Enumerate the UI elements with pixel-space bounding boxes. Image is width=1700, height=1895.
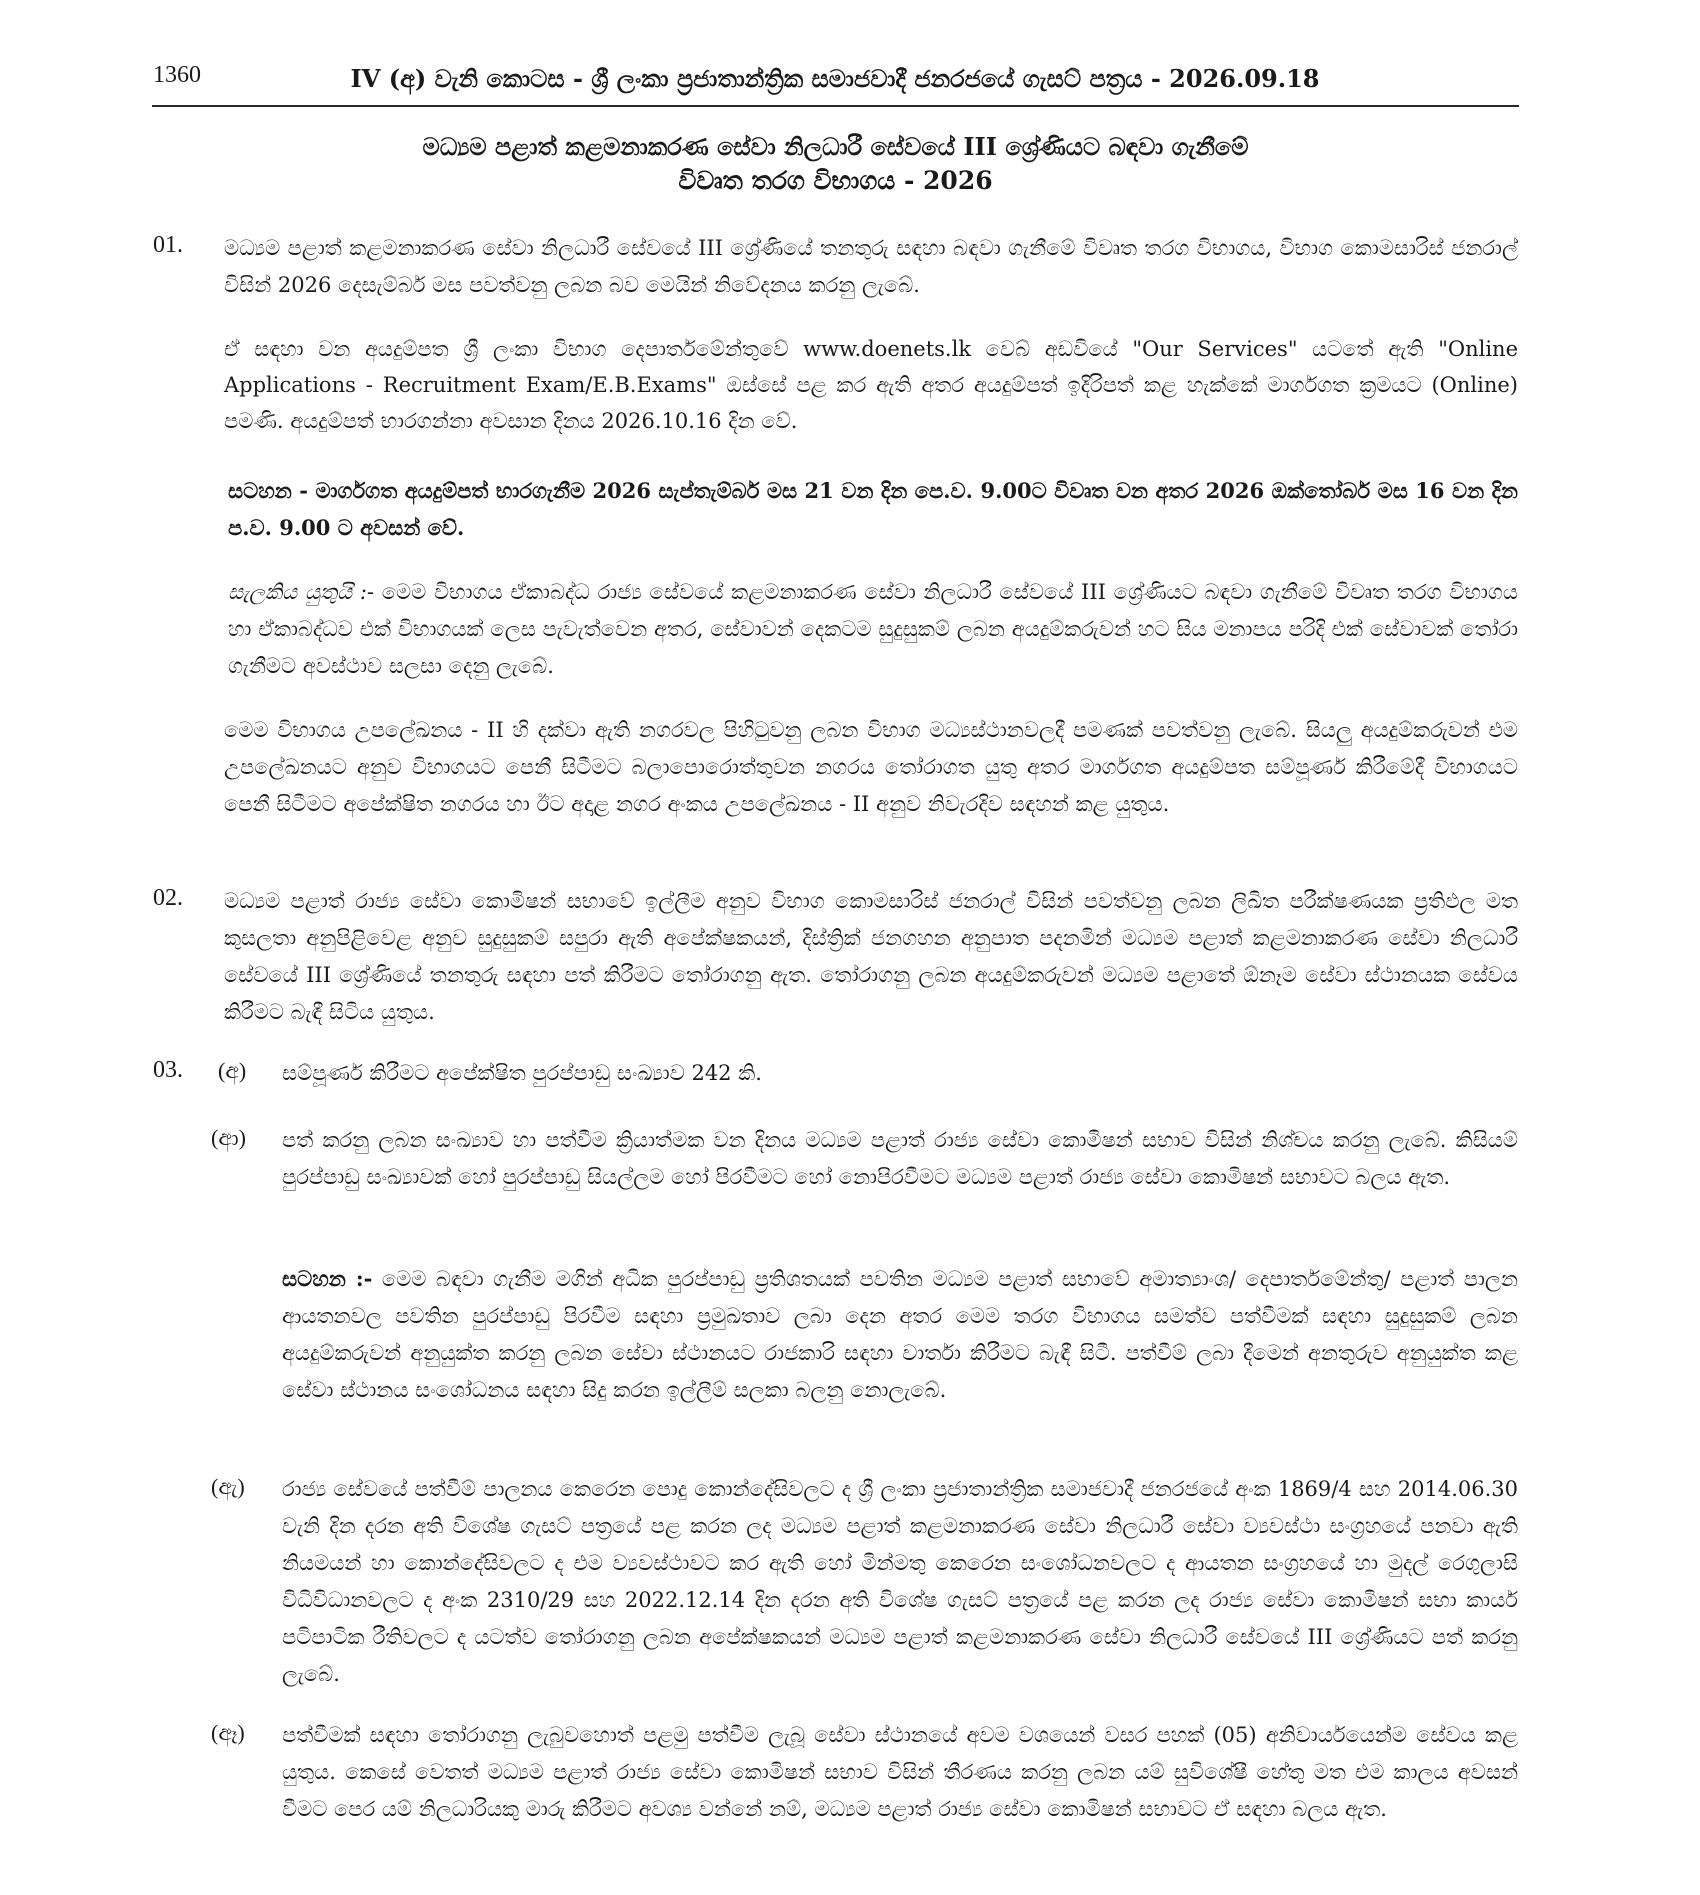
section-02-paragraph: මධ්‍යම පළාත් රාජ්‍ය සේවා කොමිෂන් සභාවේ ඉල්ලීම අනුව විභාග කොමසාරිස් ජනරාල් විසින් පවත්වනු ලබන ලිඛිත පරීක්ෂණයක ප්‍රතිඵල මත කුසලතා අනුපිළිවෙළ අනුව සුදුසුකම් සපුරා ඇති අපේක්ෂකයන්, දිස්ත්‍රික් ජනගහන අනුපාත පදනමින් මධ්‍යම පළාත් කළමනාකරණ සේවා නිලධාරී සේවයේ III ශ්‍රේණියේ තනතුරු සඳහා පත් කිරීමට තෝරාගනු ඇත. තෝරාගනු ලබන අයදුම්කරුවන් මධ්‍යම පළාතේ ඕනෑම සේවා ස්ථානයක සේවය කිරීමට බැඳී සිටිය යුතුය. [224,889,1518,1024]
notice-title-line2: විවෘත තරග විභාගය - 2026 [678,166,993,195]
note-text: මාර්ගගත අයදුම්පත් භාරගැනීම 2026 සැප්තැම්බර් මස 21 වන දින පෙ.ව. 9.00ට විවෘත වන අතර 2026 ඔක්තෝබර් මස 16 වන දින ප.ව. 9.00 ට අවසන් වේ. [228,478,1518,540]
section-number-03: 03. [153,1057,183,1083]
section-01-paragraph-3: මෙම විභාගය උපලේඛනය - II හි දක්වා ඇති නගරවල පිහිටුවනු ලබන විභාග මධ්‍යස්ථානවලදී පමණක් පවත්වනු ලැබේ. සියලු අයදුම්කරුවන් එම උපලේඛනයට අනුව විභාගයට පෙනී සිටීමට බලාපොරොත්තුවන නගරය තෝරාගත යුතු අතර මාර්ගගත අයදුම්පත සම්පූර්ණ කිරීමේදී විභාගයට පෙනී සිටීමට අපේක්ෂිත නගරය හා ඊට අදාළ නගර අංකය උපලේඛනය - II අනුව නිවැරදිව සඳහන් කළ යුතුය. [224,718,1518,816]
item-ae-label: (ඇ) [211,1474,245,1499]
item-a-label: (අ) [218,1058,247,1083]
item-aa-note-text: මෙම බඳවා ගැනීම මගින් අධික පුරප්පාඩු ප්‍රතිශතයක් පවතින මධ්‍යම පළාත් සභාවේ අමාත්‍යාංශ/ දෙපාර්තමේන්තු/ පළාත් පාලන ආයතනවල පවතින පුරප්පාඩු පිරවීම සඳහා ප්‍රමුඛතාව ලබා දෙන අතර මෙම තරග විභාගය සමත්ව පත්වීමක් සඳහා සුදුසුකම් ලබන අයදුම්කරුවන් අනුයුක්ත කරනු ලබන සේවා ස්ථානයට රාජකාරි සඳහා වාර්තා කිරීමට බැඳී සිටී. පත්වීම් ලබා දීමෙන් අනතුරුව අනුයුක්ත කළ සේවා ස්ථානය සංශෝධනය සඳහා සිදු කරන ඉල්ලීම් සලකා බලනු නොලැබේ. [282,1267,1518,1402]
item-ae-text: රාජ්‍ය සේවයේ පත්වීම් පාලනය කෙරෙන පොදු කොන්දේසිවලට ද ශ්‍රී ලංකා ප්‍රජාතාන්ත්‍රික සමාජවාදී ජනරජයේ අංක 1869/4 සහ 2014.06.30 වැනි දින දරන අති විශේෂ ගැසට් පත්‍රයේ පළ කරන ලද මධ්‍යම පළාත් කළමනාකරණ සේවා නිලධාරී සේවා ව්‍යවස්ථා සංග්‍රහයේ පනවා ඇති නියමයන් හා කොන්දේසිවලට ද එම ව්‍යවස්ථාවට කර ඇති හෝ මින්මතු කෙරෙන සංශෝධනවලට ද ආයතන සංග්‍රහයේ හා මුදල් රෙගුලාසි විධිවිධානවලට ද අංක 2310/29 සහ 2022.12.14 දින දරන අති විශේෂ ගැසට් පත්‍රයේ පළ කරන ලද රාජ්‍ය සේවා කොමිෂන් සභා කාර්ය පටිපාටික රීතිවලට ද යටත්ව තෝරාගනු ලබන අපේක්ෂකයන් මධ්‍යම පළාත් කළමනාකරණ සේවා නිලධාරී සේවයේ III ශ්‍රේණියට පත් කරනු ලැබේ. [282,1477,1518,1686]
item-aee-text: පත්වීමක් සඳහා තෝරාගනු ලැබුවහොත් පළමු පත්වීම ලැබූ සේවා ස්ථානයේ අවම වශයෙන් වසර පහක් (05) අනිවාර්යයෙන්ම සේවය කළ යුතුය. කෙසේ වෙතත් මධ්‍යම පළාත් රාජ්‍ය සේවා කොමිෂන් සභාව විසින් තීරණය කරනු ලබන යම් සුවිශේෂී හේතු මත එම කාලය අවසන් වීමට පෙර යම් නිලධාරියකු මාරු කිරීමට අවශ්‍ය වන්නේ නම්, මධ්‍යම පළාත් රාජ්‍ය සේවා කොමිෂන් සභාවට ඒ සඳහා බලය ඇත. [282,1723,1518,1821]
section-01-attention [228,574,1518,685]
notice-title-line1: මධ්‍යම පළාත් කළමනාකරණ සේවා නිලධාරී සේවයේ III ශ්‍රේණියට බඳවා ගැනීමේ [422,132,1249,161]
item-aee-label: (ඈ) [211,1720,245,1745]
item-aa-text: පත් කරනු ලබන සංඛ්‍යාව හා පත්වීම ක්‍රියාත්මක වන දිනය මධ්‍යම පළාත් රාජ්‍ය සේවා කොමිෂන් සභාව විසින් නිශ්චය කරනු ලැබේ. කිසියම් පුරප්පාඩු සංඛ්‍යාවක් හෝ පුරප්පාඩු සියල්ලම හෝ පිරවීමට හෝ නොපිරවීමට මධ්‍යම පළාත් රාජ්‍ය සේවා කොමිෂන් සභාවට බලය ඇත. [282,1128,1518,1189]
section-number-01: 01. [153,232,183,258]
item-aa-note [282,1260,1518,1409]
attention-text: මෙම විභාගය ඒකාබද්ධ රාජ්‍ය සේවයේ කළමනාකරණ සේවා නිලධාරී සේවයේ III ශ්‍රේණියට බඳවා ගැනීමේ විවෘත තරග විභාගය හා ඒකාබද්ධව එක් විභාගයක් ලෙස පැවැත්වෙන අතර, සේවාවන් දෙකටම සුදුසුකම් ලබන අයදුම්කරුවන් හට සිය මනාපය පරිදි එක් සේවාවක් තෝරා ගැනීමට අවස්ථාව සලසා දෙනු ලැබේ. [228,580,1518,678]
item-aa-label: (ආ) [211,1125,246,1150]
section-number-02: 02. [153,885,183,911]
gazette-header: IV (අ) වැනි කොටස - ශ්‍රී ලංකා ප්‍රජාතාන්ත්‍රික සමාජවාදී ජනරජයේ ගැසට් පත්‍රය - 2026.09.18 [350,64,1320,93]
section-01-paragraph-2: ඒ සඳහා වන අයදුම්පත ශ්‍රී ලංකා විභාග දෙපාර්තමේන්තුවේ www.doenets.lk වෙබ් අඩවියේ "Our Services" යටතේ ඇති "Online Applications - Recruitment Exam/E.B.Exams" ඔස්සේ පළ කර ඇති අතර අයදුම්පත් ඉදිරිපත් කළ හැක්කේ මාර්ගගත ක්‍රමයට (Online) පමණි. අයදුම්පත් භාරගන්නා අවසාන දිනය 2026.10.16 දින වේ. [224,337,1518,433]
section-01-paragraph-1: මධ්‍යම පළාත් කළමනාකරණ සේවා නිලධාරී සේවයේ III ශ්‍රේණියේ තනතුරු සඳහා බඳවා ගැනීමේ විවෘත තරග විභාගය, විභාග කොමසාරිස් ජනරාල් විසින් 2026 දෙසැම්බර් මස පවත්වනු ලබන බව මෙයින් නිවේදනය කරනු ලැබේ. [224,236,1518,297]
attention-label: සැලකිය යුතුයි :- [228,580,374,604]
note-label: සටහන - [228,478,308,503]
page-number: 1360 [153,62,201,88]
item-a-text: සම්පූර්ණ කිරීමට අපේක්ෂිත පුරප්පාඩු සංඛ්‍යාව 242 කි. [282,1061,762,1085]
header-rule [152,105,1519,107]
item-aa-note-label: සටහන :- [282,1266,373,1291]
section-01-note [228,472,1518,546]
